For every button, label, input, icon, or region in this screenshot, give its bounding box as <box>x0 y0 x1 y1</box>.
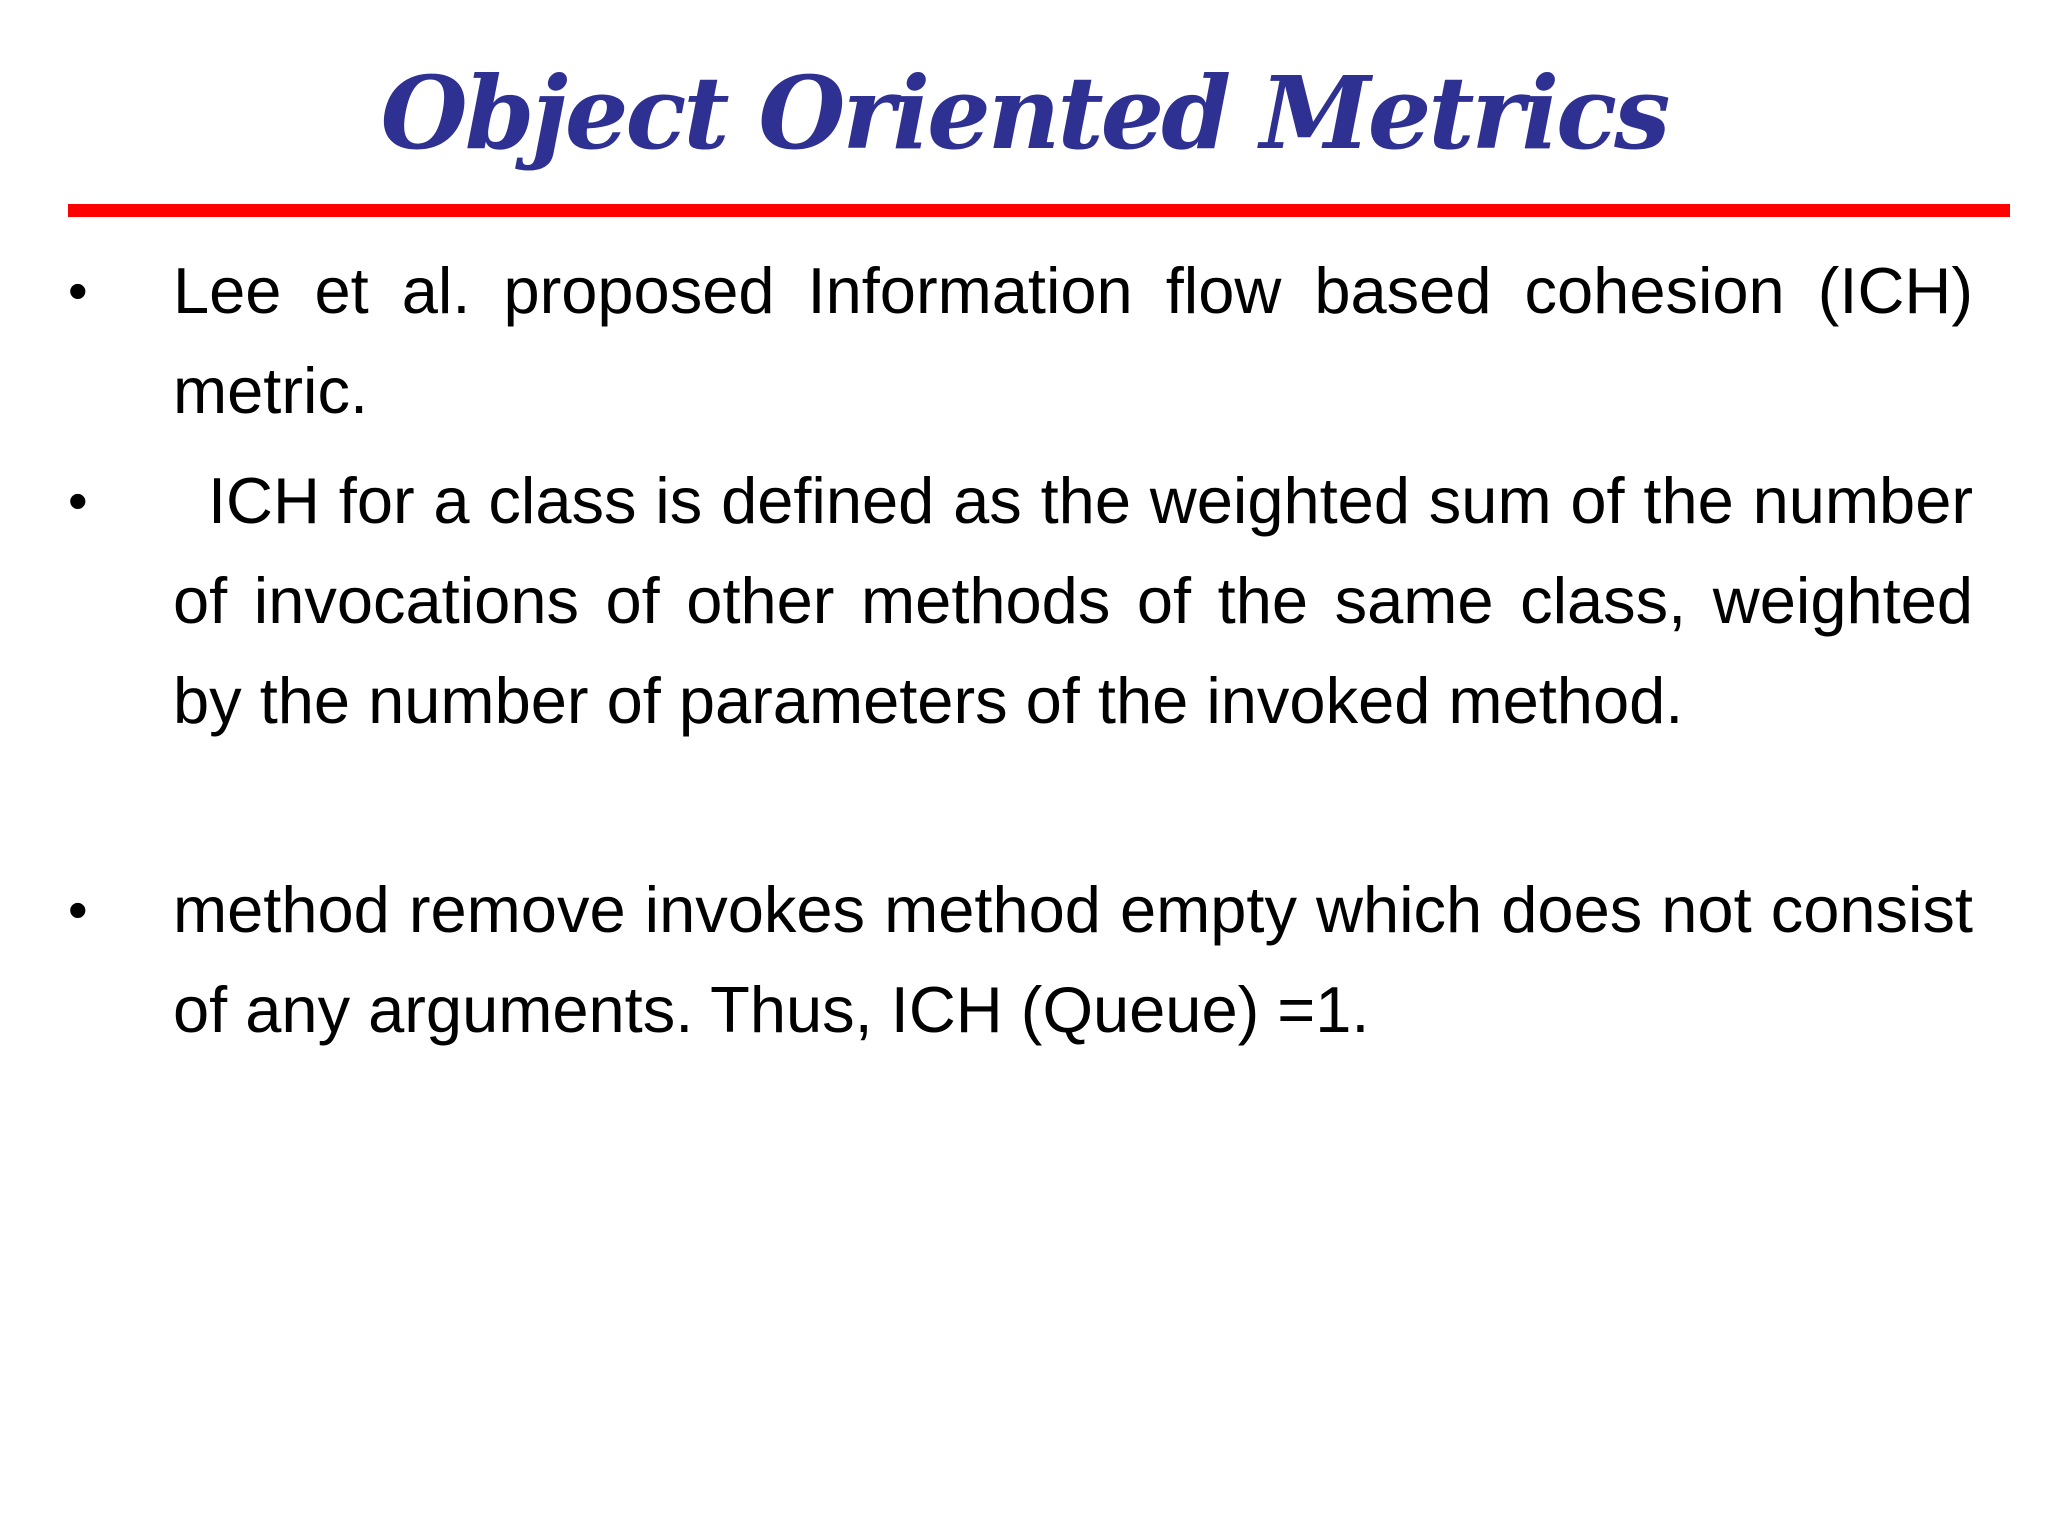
bullet-dot-icon: • <box>68 469 88 532</box>
bullet-dot-icon: • <box>68 878 88 941</box>
bullet-text: ICH for a class is defined as the weighted sum of the number of invocations of other methods of the same class, weighted by the number of parameters of the invoked method. <box>173 464 1973 737</box>
bullet-dot-icon: • <box>68 259 88 322</box>
bullet-text: Lee et al. proposed Information flow based cohesion (ICH) metric. <box>173 254 1973 427</box>
bullet-text: method remove invokes method empty which does not consist of any arguments. Thus, ICH (Queue) =1. <box>173 873 1973 1046</box>
slide-title: Object Oriented Metrics <box>380 54 1668 172</box>
